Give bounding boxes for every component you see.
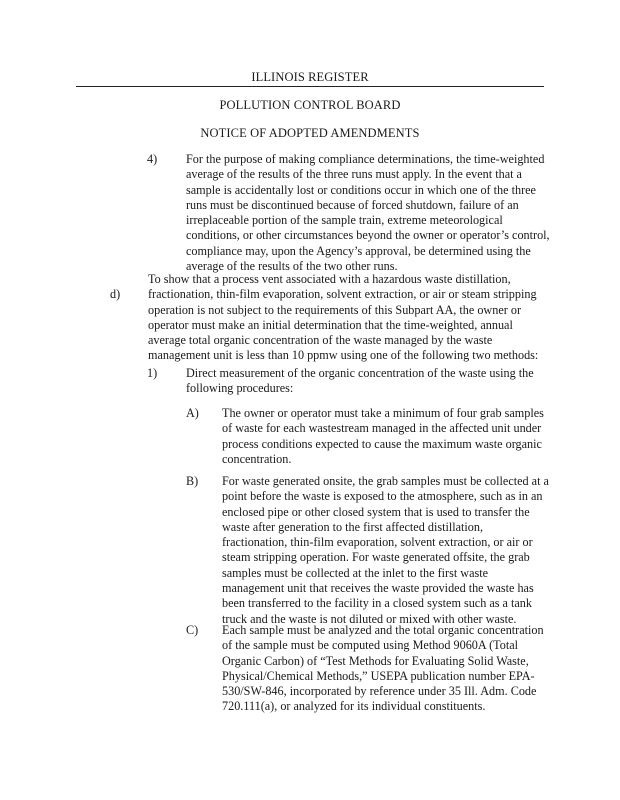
item-4-line: average of the results of the two other runs.	[186, 259, 398, 274]
item-C-label: C)	[186, 623, 199, 637]
item-1-label: 1)	[147, 366, 158, 380]
item-4-paragraph	[186, 152, 550, 274]
item-d-label: d)	[110, 287, 121, 301]
item-1-paragraph	[186, 366, 534, 397]
item-4-label: 4)	[147, 152, 158, 166]
item-C-line: of the sample must be computed using Method 9060A (Total	[222, 638, 519, 653]
item-d-line: average total organic concentration of the waste managed by the waste	[148, 333, 493, 348]
item-d-line: To show that a process vent associated with a hazardous waste distillation,	[148, 272, 511, 286]
item-B-line: steam stripping operation. For waste generated offsite, the grab	[222, 550, 530, 565]
item-C-line: Organic Carbon) of “Test Methods for Evaluating Solid Waste,	[222, 653, 529, 668]
item-B-line: management unit that receives the waste provided the waste has	[222, 581, 534, 596]
item-4-line: sample is accidentally lost or conditions occur in which one of the three	[186, 182, 536, 197]
item-B-paragraph	[222, 474, 549, 627]
item-B-line: waste after generation to the first affected distillation,	[222, 519, 484, 534]
item-C-line: Each sample must be analyzed and the total organic concentration	[222, 623, 544, 637]
board-title: POLLUTION CONTROL BOARD	[219, 98, 401, 112]
item-A-line: The owner or operator must take a minimum of four grab samples	[222, 406, 544, 420]
item-d-line: fractionation, thin-film evaporation, solvent extraction, or air or steam stripping	[148, 287, 537, 302]
item-4-line: irreplaceable portion of the sample train, extreme meteorological	[186, 213, 503, 228]
item-4-line: average of the results of the three runs must apply. In the event that a	[186, 167, 522, 182]
item-A-line: of waste for each wastestream managed in the affected unit under	[222, 421, 542, 436]
item-1-line: Direct measurement of the organic concentration of the waste using the	[186, 366, 534, 380]
item-B-line: been transferred to the facility in a closed system such as a tank	[222, 596, 532, 611]
item-4-line: For the purpose of making compliance determinations, the time-weighted	[186, 152, 545, 166]
item-A-label: A)	[186, 406, 199, 420]
item-A-line: concentration.	[222, 451, 292, 466]
item-4-line: runs must be discontinued because of forced shutdown, failure of an	[186, 197, 519, 212]
item-A-paragraph	[222, 406, 544, 467]
item-C-paragraph	[222, 623, 544, 715]
item-d-line: operation is not subject to the requirements of this Subpart AA, the owner or	[148, 302, 521, 317]
register-title: ILLINOIS REGISTER	[251, 70, 369, 84]
item-B-line: fractionation, thin-film evaporation, solvent extraction, or air or	[222, 535, 533, 550]
item-B-line: enclosed pipe or other closed system that is used to transfer the	[222, 504, 530, 519]
item-d-line: operator must make an initial determination that the time-weighted, annual	[148, 317, 513, 332]
item-d-paragraph	[148, 272, 538, 364]
item-B-label: B)	[186, 474, 199, 488]
item-C-line: 720.111(a), or analyzed for its individual constituents.	[222, 699, 486, 714]
header-rule	[76, 86, 544, 87]
notice-title: NOTICE OF ADOPTED AMENDMENTS	[200, 126, 420, 140]
item-4-line: conditions, or other circumstances beyond the owner or operator’s control,	[186, 228, 550, 243]
item-B-line: point before the waste is exposed to the atmosphere, such as in an	[222, 489, 543, 504]
item-d-line: management unit is less than 10 ppmw using one of the following two methods:	[148, 348, 539, 363]
item-B-line: truck and the waste is not diluted or mixed with other waste.	[222, 611, 517, 626]
item-4-line: compliance may, upon the Agency’s approval, be determined using the	[186, 243, 531, 258]
item-A-line: process conditions expected to cause the maximum waste organic	[222, 436, 542, 451]
item-1-line: following procedures:	[186, 381, 294, 396]
item-C-line: Physical/Chemical Methods,” USEPA publication number EPA-	[222, 668, 535, 683]
item-B-line: samples must be collected at the inlet to the first waste	[222, 565, 489, 580]
item-C-line: 530/SW-846, incorporated by reference under 35 Ill. Adm. Code	[222, 684, 537, 699]
item-B-line: For waste generated onsite, the grab samples must be collected at a	[222, 474, 549, 488]
